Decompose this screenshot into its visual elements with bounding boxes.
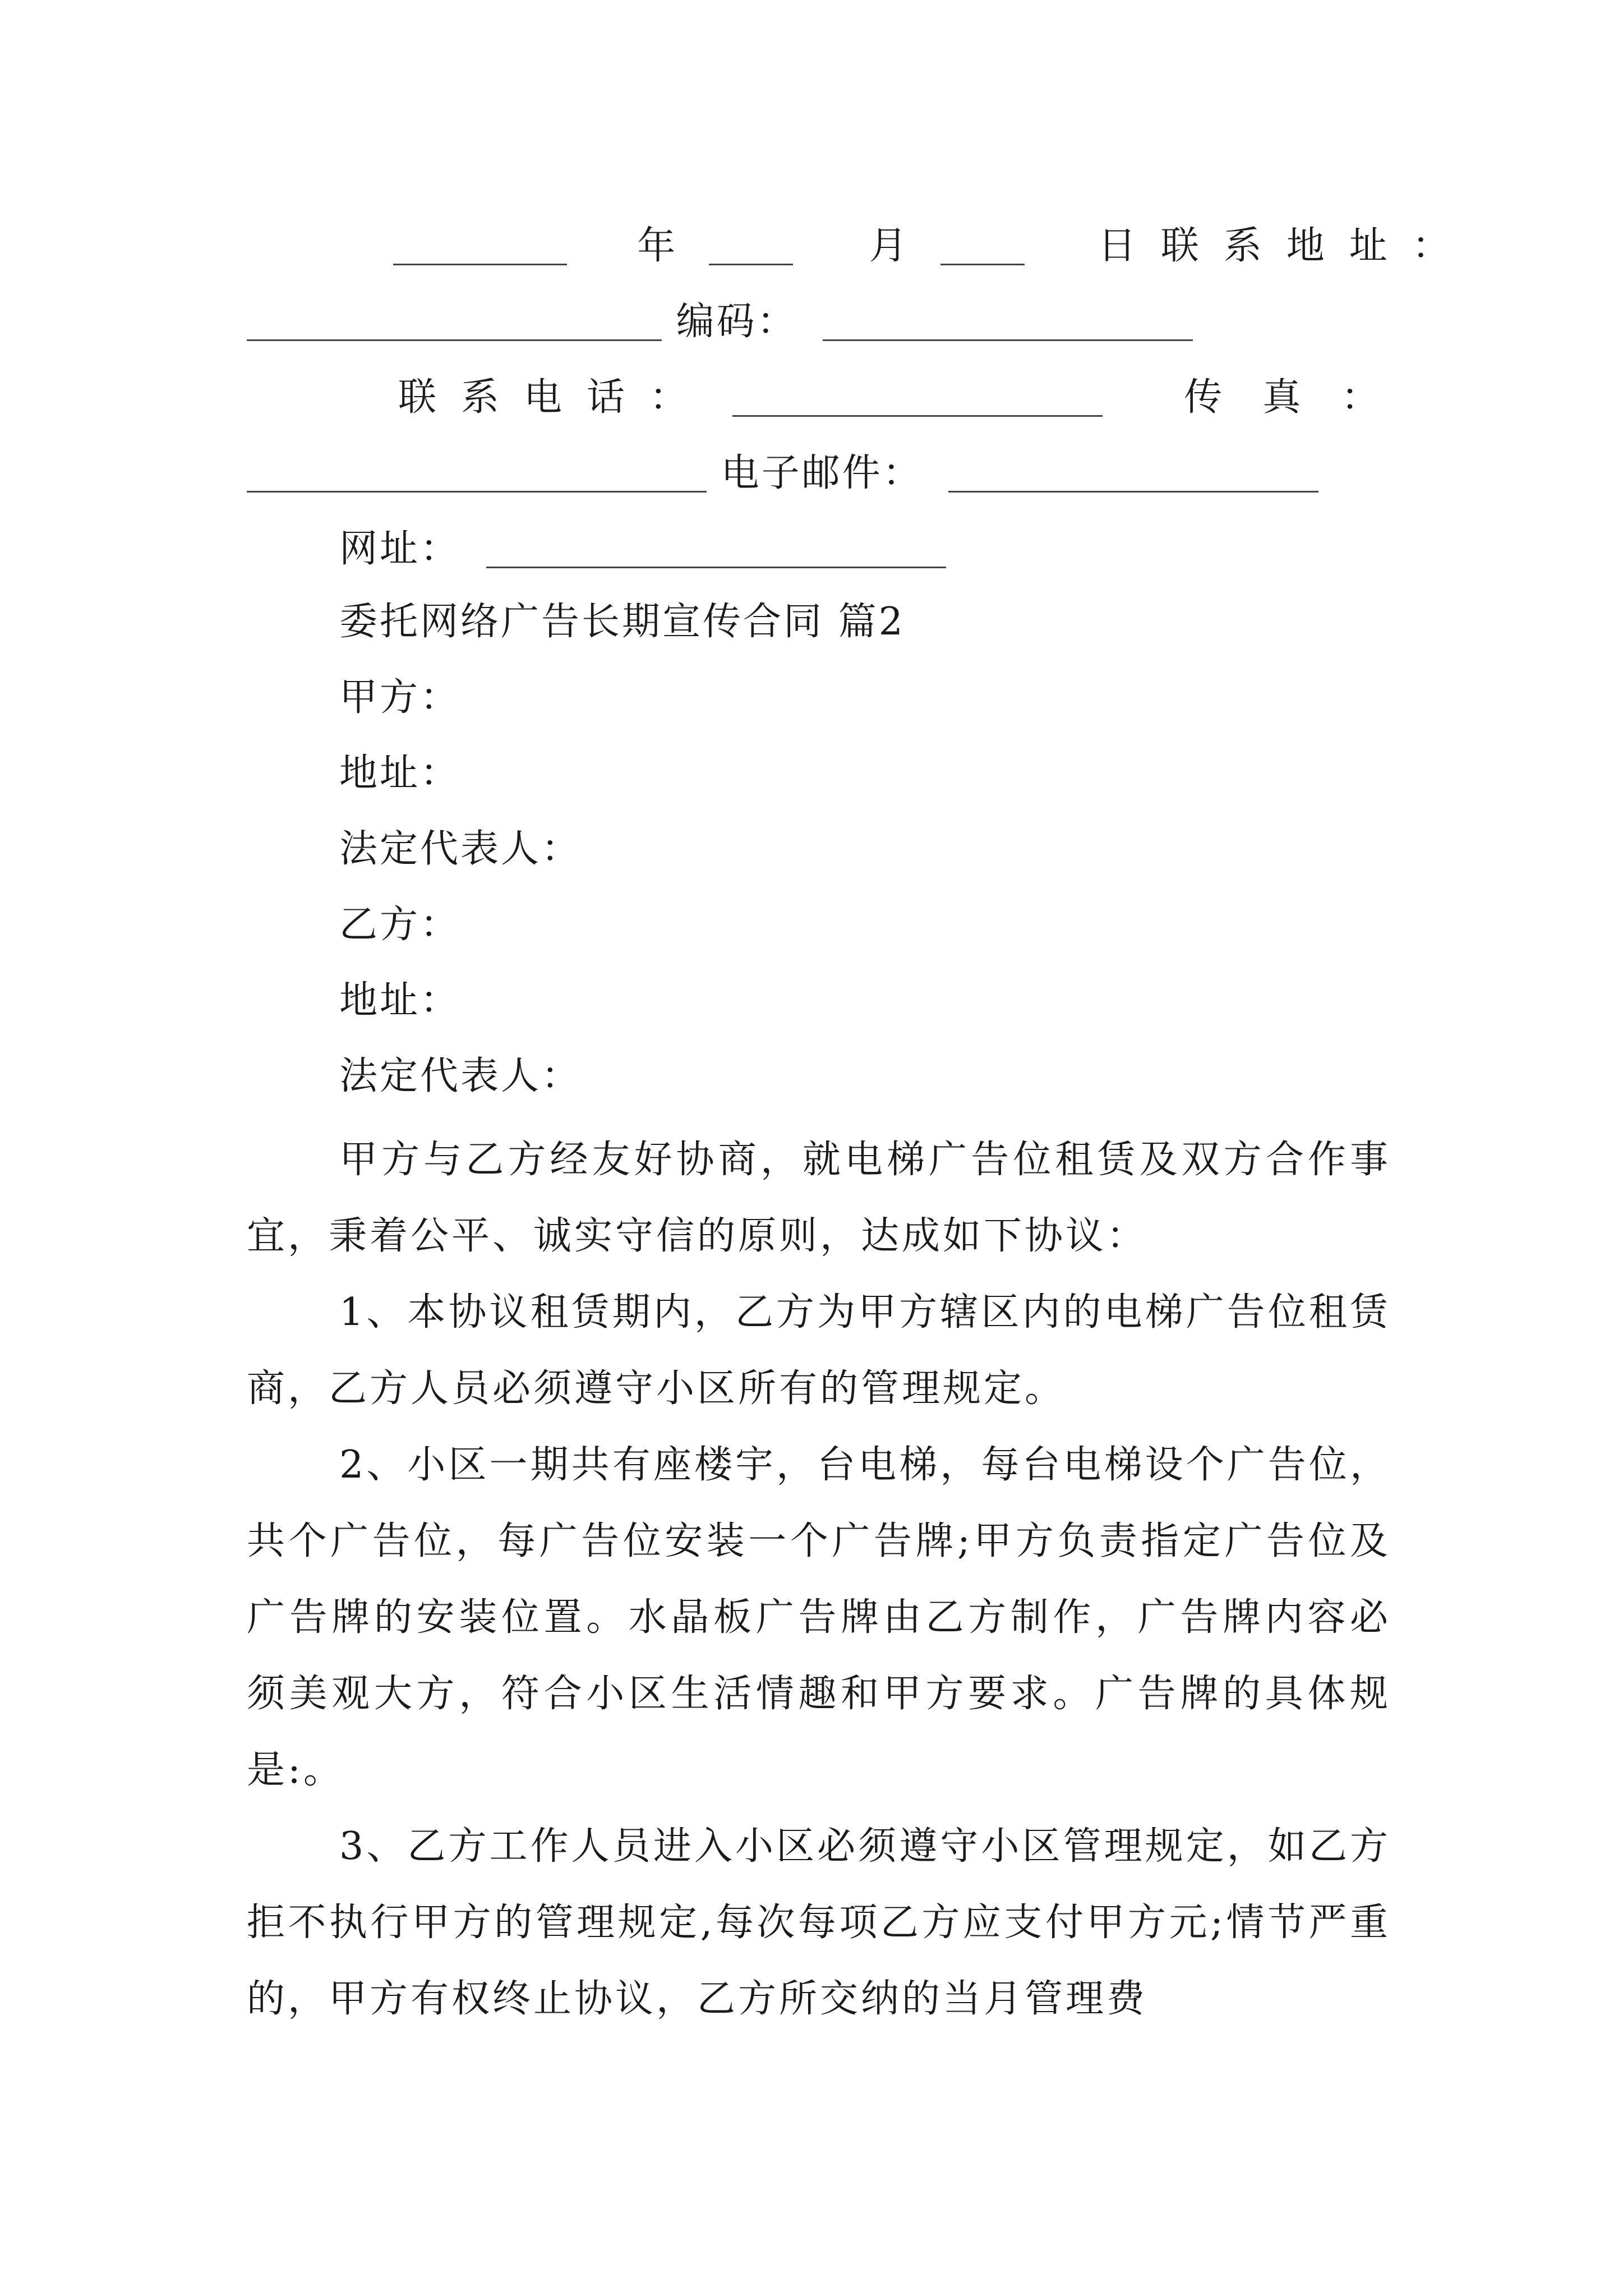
phone-fax-line <box>398 375 1542 420</box>
party-b-label: 乙方： <box>339 903 461 947</box>
email-line <box>247 452 1391 493</box>
section-title: 委托网络广告长期宣传合同 篇2 <box>339 600 905 644</box>
party-a-address-label: 地址： <box>339 751 461 795</box>
party-b-address-label: 地址： <box>339 978 461 1023</box>
blank-email <box>948 452 1318 493</box>
paragraph-clause-2: 2、小区一期共有座楼宇，台电梯，每台电梯设个广告位，共个广告位，每广告位安装一个广告牌;甲方负责指定广告位及广告牌的安装位置。水晶板广告牌由乙方制作，广告牌内容必须美观大方，符合小区生活情趣和甲方要求。广告牌的具体规是:。 <box>247 1443 1391 1792</box>
party-a-legal-rep-label: 法定代表人： <box>339 827 582 871</box>
blank-phone <box>732 376 1103 417</box>
party-a-label: 甲方： <box>339 675 461 720</box>
paragraph-intro: 甲方与乙方经友好协商，就电梯广告位租赁及双方合作事宜，秉着公平、诚实守信的原则，达成如下协议： <box>247 1138 1391 1258</box>
email-label: 电子邮件： <box>721 451 923 495</box>
blank-address <box>247 300 662 341</box>
paragraph-clause-1: 1、本协议租赁期内，乙方为甲方辖区内的电梯广告位租赁商，乙方人员必须遵守小区所有的管理规定。 <box>247 1290 1391 1411</box>
website-label: 网址： <box>339 527 461 571</box>
fax-label: 传真： <box>1184 375 1420 420</box>
phone-label: 联系电话： <box>398 375 713 420</box>
date-day-address-label: 日联系地址： <box>1098 224 1475 268</box>
blank-fax <box>247 452 707 493</box>
paragraph-clause-3: 3、乙方工作人员进入小区必须遵守小区管理规定，如乙方拒不执行甲方的管理规定,每次每项乙方应支付甲方元;情节严重的，甲方有权终止协议，乙方所交纳的当月管理费 <box>247 1824 1391 2021</box>
contract-body <box>247 1122 1391 2037</box>
blank-website <box>486 527 946 568</box>
party-b-legal-rep-label: 法定代表人： <box>339 1054 582 1098</box>
website-line <box>339 527 1483 571</box>
date-address-line <box>247 224 1475 268</box>
date-year-label: 年 <box>637 224 678 268</box>
code-line <box>247 300 1391 344</box>
code-label: 编码： <box>676 300 797 344</box>
date-month-label: 月 <box>869 224 910 268</box>
blank-day <box>940 224 1025 265</box>
blank-year <box>393 224 567 265</box>
blank-code <box>823 300 1193 341</box>
blank-month <box>709 224 793 265</box>
